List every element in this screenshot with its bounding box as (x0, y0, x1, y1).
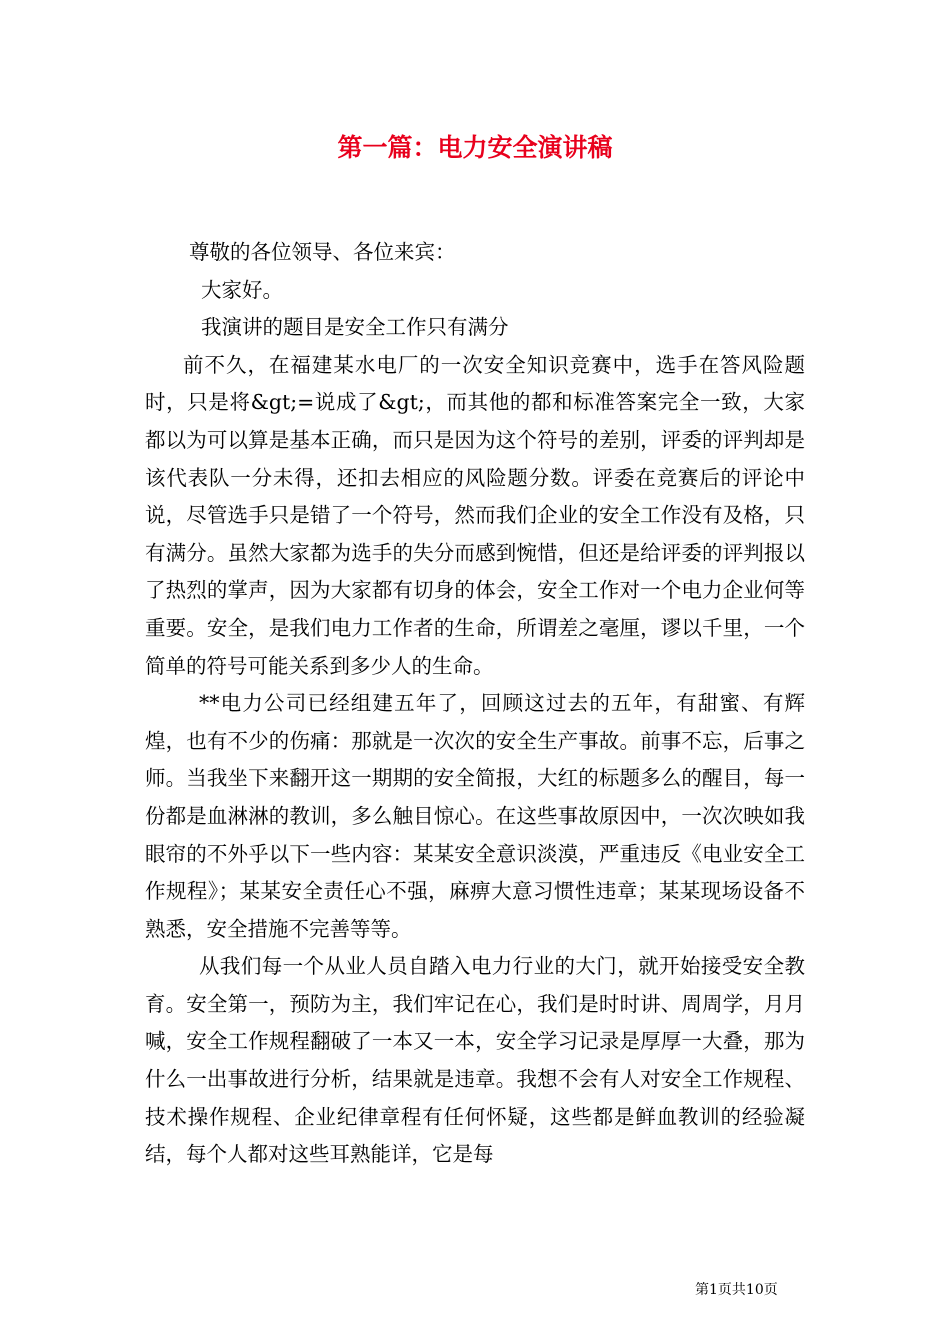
paragraph: 前不久，在福建某水电厂的一次安全知识竞赛中，选手在答风险题时，只是将&gt;=说成了&gt;，而其他的都和标准答案完全一致，大家都以为可以算是基本正确，而只是因为这个符号的差别，评委的评判却是该代表队一分未得，还扣去相应的风险题分数。评委在竞赛后的评论中说，尽管选手只是错了一个符号，然而我们企业的安全工作没有及格，只有满分。虽然大家都为选手的失分而感到惋惜，但还是给评委的评判报以了热烈的掌声，因为大家都有切身的体会，安全工作对一个电力企业何等重要。安全，是我们电力工作者的生命，所谓差之毫厘，谬以千里，一个简单的符号可能关系到多少人的生命。 (145, 352, 805, 678)
paragraph: 从我们每一个从业人员自踏入电力行业的大门，就开始接受安全教育。安全第一，预防为主，我们牢记在心，我们是时时讲、周周学，月月喊，安全工作规程翻破了一本又一本，安全学习记录是厚厚一大叠，那为什么一出事故进行分析，结果就是违章。我想不会有人对安全工作规程、技术操作规程、企业纪律章程有任何怀疑，这些都是鲜血教训的经验凝结，每个人都对这些耳熟能详，它是每 (145, 954, 805, 1167)
document-title: 第一篇：电力安全演讲稿 (337, 133, 613, 162)
speech-topic: 我演讲的题目是安全工作只有满分 (201, 315, 509, 340)
document-body (145, 234, 805, 1174)
page-number: 第1页共10页 (695, 1282, 778, 1298)
paragraph: **电力公司已经组建五年了，回顾这过去的五年，有甜蜜、有辉煌，也有不少的伤痛：那就是一次次的安全生产事故。前事不忘，后事之师。当我坐下来翻开这一期期的安全简报，大红的标题多么的醒目，每一份都是血淋淋的教训，多么触目惊心。在这些事故原因中，一次次映如我眼帘的不外乎以下一些内容：某某安全意识淡漠，严重违反《电业安全工作规程》；某某安全责任心不强，麻痹大意习惯性违章；某某现场设备不熟悉，安全措施不完善等等。 (145, 691, 805, 941)
salutation: 尊敬的各位领导、各位来宾： (189, 240, 456, 264)
greeting: 大家好。 (201, 277, 283, 302)
